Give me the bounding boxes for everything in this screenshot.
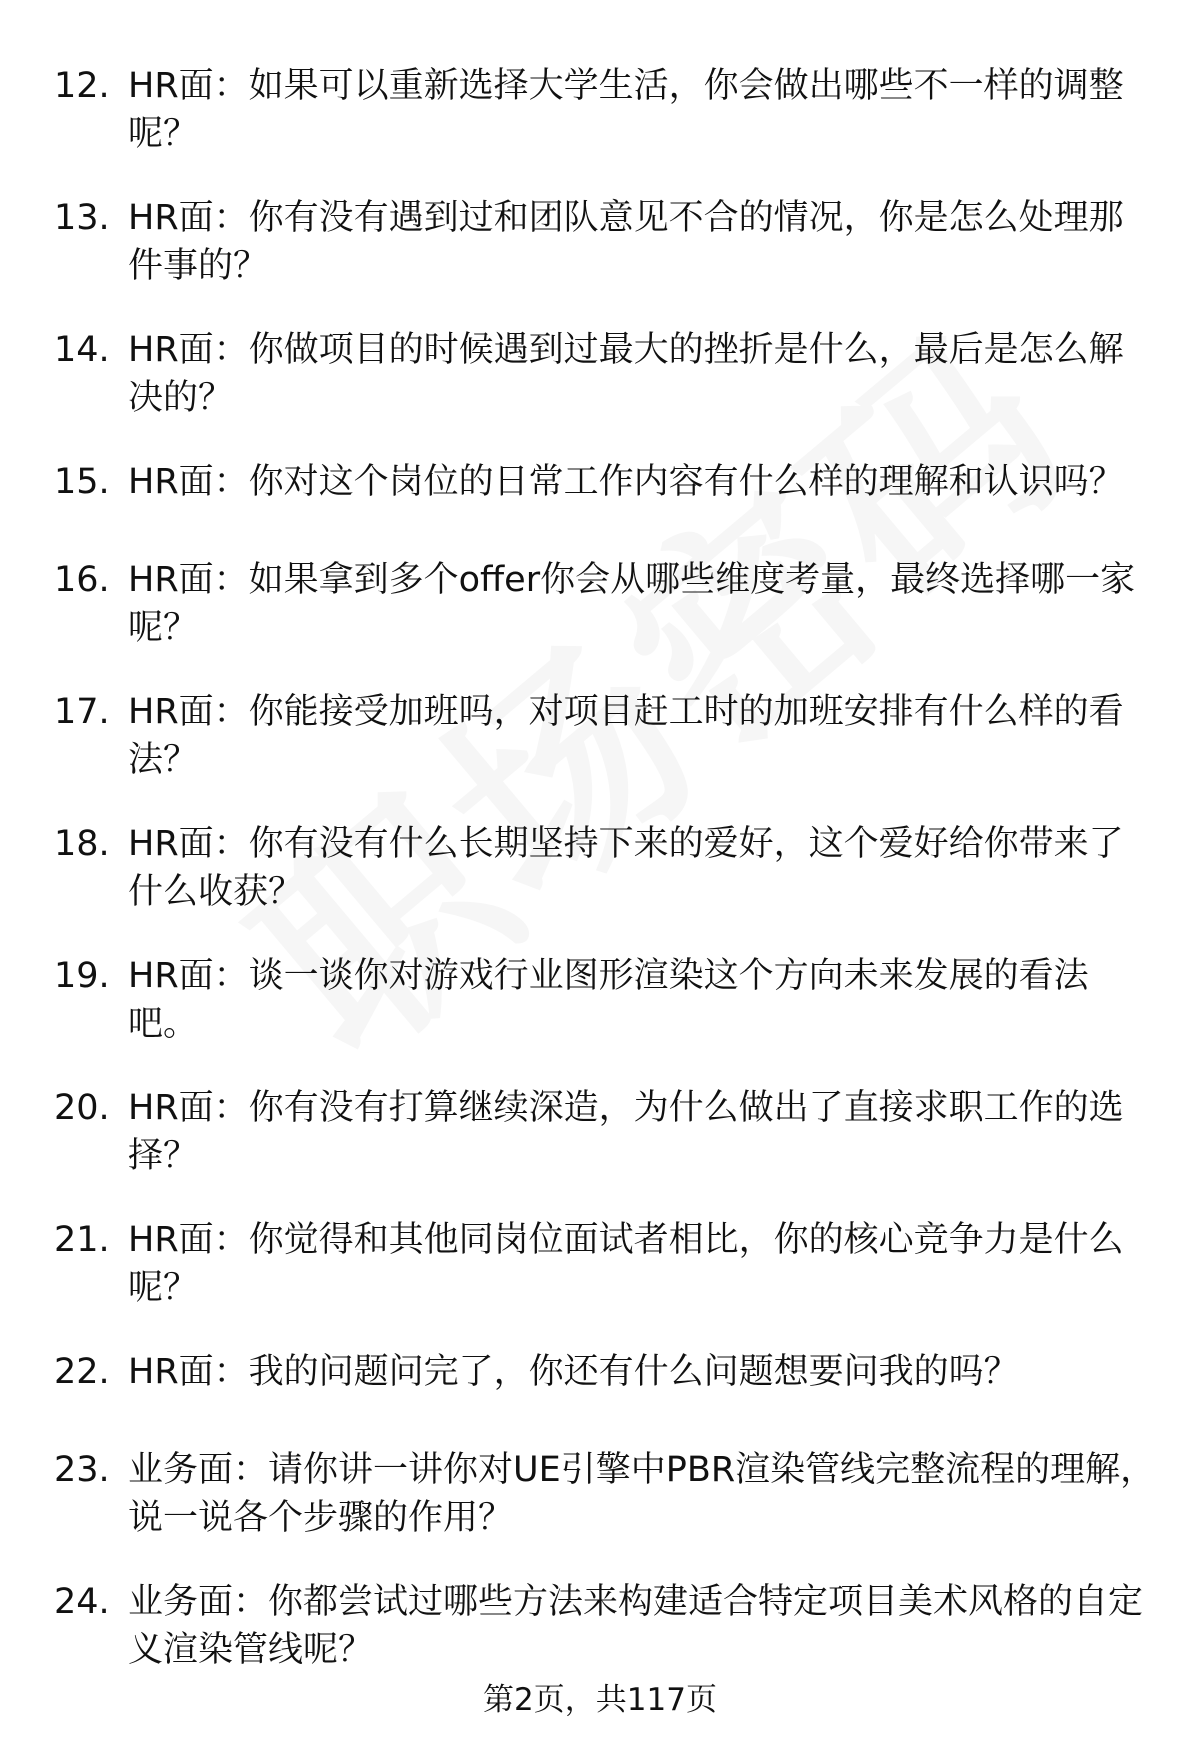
question-text: HR面：你有没有遇到过和团队意见不合的情况，你是怎么处理那件事的？ — [128, 198, 1124, 286]
question-number: 14. — [54, 330, 110, 370]
question-number: 20. — [54, 1088, 110, 1128]
list-item — [0, 820, 1200, 952]
question-number: 16. — [54, 560, 110, 600]
question-text: 业务面：请你讲一讲你对UE引擎中PBR渲染管线完整流程的理解，说一说各个步骤的作用？ — [128, 1450, 1156, 1538]
question-number: 23. — [54, 1450, 110, 1490]
question-number: 24. — [54, 1582, 110, 1622]
list-item — [0, 326, 1200, 458]
question-number: 22. — [54, 1352, 110, 1392]
question-text: HR面：如果可以重新选择大学生活，你会做出哪些不一样的调整呢？ — [128, 66, 1124, 154]
question-text: HR面：你觉得和其他同岗位面试者相比，你的核心竞争力是什么呢？ — [128, 1220, 1124, 1308]
question-text: HR面：你有没有什么长期坚持下来的爱好，这个爱好给你带来了什么收获？ — [128, 824, 1124, 912]
list-item — [0, 62, 1200, 194]
list-item — [0, 194, 1200, 326]
list-item — [0, 556, 1200, 688]
question-text: HR面：谈一谈你对游戏行业图形渲染这个方向未来发展的看法吧。 — [128, 956, 1089, 1044]
list-item — [0, 1348, 1200, 1446]
question-text: HR面：你有没有打算继续深造，为什么做出了直接求职工作的选择？ — [128, 1088, 1124, 1176]
question-number: 21. — [54, 1220, 110, 1260]
list-item — [0, 1084, 1200, 1216]
list-item — [0, 952, 1200, 1084]
page-footer: 第2页，共117页 — [483, 1682, 717, 1718]
list-item — [0, 1446, 1200, 1578]
question-text: HR面：我的问题问完了，你还有什么问题想要问我的吗？ — [128, 1352, 1019, 1392]
question-number: 19. — [54, 956, 110, 996]
question-text: HR面：你能接受加班吗，对项目赶工时的加班安排有什么样的看法？ — [128, 692, 1124, 780]
list-item — [0, 458, 1200, 556]
question-number: 18. — [54, 824, 110, 864]
question-number: 15. — [54, 462, 110, 502]
list-item — [0, 688, 1200, 820]
question-text: HR面：你对这个岗位的日常工作内容有什么样的理解和认识吗？ — [128, 462, 1124, 502]
question-number: 17. — [54, 692, 110, 732]
list-item — [0, 1216, 1200, 1348]
question-number: 13. — [54, 198, 110, 238]
question-list — [0, 62, 1200, 1710]
question-text: 业务面：你都尝试过哪些方法来构建适合特定项目美术风格的自定义渲染管线呢？ — [128, 1582, 1144, 1670]
question-text: HR面：如果拿到多个offer你会从哪些维度考量，最终选择哪一家呢？ — [128, 560, 1136, 648]
question-text: HR面：你做项目的时候遇到过最大的挫折是什么，最后是怎么解决的？ — [128, 330, 1124, 418]
question-number: 12. — [54, 66, 110, 106]
